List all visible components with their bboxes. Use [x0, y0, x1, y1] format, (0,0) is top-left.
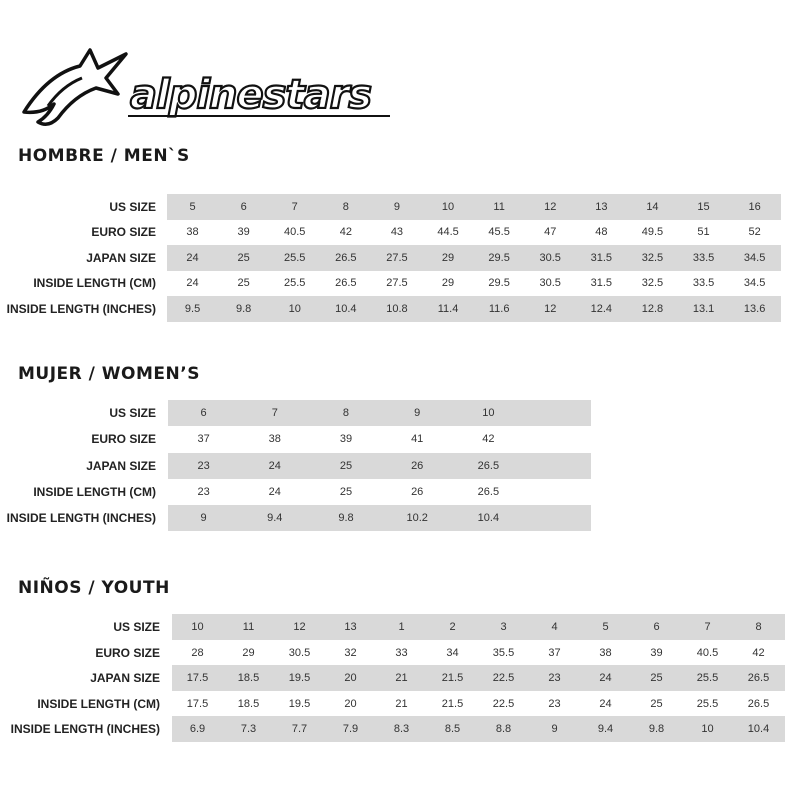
table-row: [0, 691, 785, 717]
table-cell: 10: [701, 723, 714, 735]
row-label: US SIZE: [113, 620, 160, 634]
table-cell: 3: [500, 621, 507, 633]
section-title-youth: NIÑOS / YOUTH: [18, 578, 170, 598]
table-cell: 25.5: [284, 252, 306, 264]
table-cell: 26.5: [747, 672, 770, 684]
row-label: EURO SIZE: [95, 646, 160, 660]
table-cell: 7: [704, 621, 711, 633]
table-cell: 2: [449, 621, 456, 633]
table-cell: 16: [748, 201, 761, 213]
table-cell: 12: [544, 303, 557, 315]
table-row: [0, 245, 781, 271]
table-cell: 9: [200, 512, 207, 524]
table-cell: 33.5: [692, 252, 715, 264]
table-cell: 7: [271, 407, 278, 419]
table-cell: 12.4: [590, 303, 613, 315]
table-cell: 33.5: [692, 277, 715, 289]
logo-wordmark: alpinestars: [130, 72, 372, 118]
table-cell: 13: [595, 201, 608, 213]
table-cell: 30.5: [539, 252, 561, 264]
table-cell: 9: [414, 407, 421, 419]
table-row: [0, 219, 781, 245]
table-cell: 19.5: [288, 672, 311, 684]
table-cell: 32.5: [641, 252, 664, 264]
table-cell: 39: [650, 647, 663, 659]
row-label: JAPAN SIZE: [86, 459, 156, 473]
table-cell: 24: [599, 672, 612, 684]
row-label: INSIDE LENGTH (INCHES): [6, 511, 156, 525]
table-cell: 8: [342, 407, 350, 419]
table-row: [0, 453, 591, 479]
table-cell: 6: [653, 621, 660, 633]
table-cell: 26.5: [335, 277, 357, 289]
table-cell: 8: [755, 621, 762, 633]
table-cell: 10.4: [335, 303, 357, 315]
table-cell: 9.4: [597, 723, 614, 735]
table-cell: 32: [344, 647, 357, 659]
table-cell: 25: [339, 486, 353, 498]
table-cell: 21.5: [441, 672, 464, 684]
table-cell: 41: [411, 433, 424, 445]
table-cell: 45.5: [488, 226, 510, 238]
table-cell: 29.5: [488, 277, 510, 289]
table-cell: 13.1: [692, 303, 715, 315]
table-cell: 39: [237, 226, 250, 238]
table-cell: 12: [544, 201, 557, 213]
table-cell: 29.5: [488, 252, 510, 264]
table-cell: 10.4: [477, 512, 500, 524]
table-cell: 10: [441, 201, 455, 213]
row-label: INSIDE LENGTH (CM): [33, 485, 156, 499]
star-a-icon: [24, 50, 126, 124]
table-cell: 20: [344, 672, 357, 684]
table-cell: 27.5: [386, 252, 408, 264]
table-cell: 8.8: [495, 723, 512, 735]
table-cell: 21.5: [441, 698, 464, 710]
section-title-men: HOMBRE / MEN`S: [18, 146, 190, 166]
table-row: [0, 270, 781, 296]
table-cell: 42: [482, 433, 495, 445]
row-label: EURO SIZE: [91, 432, 156, 446]
table-cell: 28: [191, 647, 204, 659]
table-cell: 37: [548, 647, 561, 659]
table-cell: 11: [493, 201, 505, 213]
table-cell: 27.5: [386, 277, 408, 289]
table-cell: 25: [650, 698, 663, 710]
table-cell: 11.6: [488, 303, 510, 315]
table-cell: 26: [411, 486, 424, 498]
table-cell: 17.5: [186, 672, 209, 684]
row-label: INSIDE LENGTH (CM): [37, 697, 160, 711]
table-cell: 37: [197, 433, 210, 445]
table-cell: 49.5: [641, 226, 664, 238]
table-row: [0, 479, 591, 505]
table-cell: 40.5: [696, 647, 719, 659]
table-cell: 10: [482, 407, 495, 419]
row-label: US SIZE: [109, 200, 156, 214]
table-cell: 24: [599, 698, 612, 710]
table-cell: 7.3: [240, 723, 257, 735]
table-cell: 30.5: [288, 647, 311, 659]
table-cell: 29: [441, 252, 455, 264]
table-cell: 1: [398, 621, 405, 633]
row-label: INSIDE LENGTH (CM): [33, 276, 156, 290]
table-cell: 26.5: [477, 460, 500, 472]
table-cell: 24: [186, 252, 199, 264]
table-cell: 51: [697, 226, 710, 238]
table-cell: 14: [646, 201, 659, 213]
table-cell: 20: [344, 698, 357, 710]
table-cell: 30.5: [539, 277, 561, 289]
table-row: [0, 614, 785, 640]
table-cell: 17.5: [186, 698, 209, 710]
alpinestars-logo: [18, 44, 398, 134]
table-cell: 25: [650, 672, 663, 684]
row-label: INSIDE LENGTH (INCHES): [6, 302, 156, 316]
table-row: [0, 426, 591, 452]
table-cell: 12.8: [641, 303, 664, 315]
table-cell: 8.5: [444, 723, 461, 735]
table-cell: 23: [548, 672, 561, 684]
table-row: [0, 296, 781, 322]
table-cell: 10.8: [386, 303, 408, 315]
table-cell: 9.8: [235, 303, 252, 315]
table-cell: 43: [390, 226, 404, 238]
table-row: [0, 194, 781, 220]
table-row: [0, 505, 591, 531]
section-title-women: MUJER / WOMEN’S: [18, 364, 200, 384]
table-cell: 11.4: [437, 303, 459, 315]
table-row: [0, 640, 785, 666]
table-cell: 10: [191, 621, 204, 633]
table-cell: 25: [237, 277, 250, 289]
table-cell: 25: [237, 252, 250, 264]
table-cell: 25.5: [284, 277, 306, 289]
table-cell: 21: [395, 672, 408, 684]
table-cell: 34.5: [743, 252, 766, 264]
table-cell: 8: [342, 201, 349, 213]
table-cell: 42: [339, 226, 352, 238]
table-cell: 15: [697, 201, 710, 213]
row-label: EURO SIZE: [91, 225, 156, 239]
table-cell: 52: [748, 226, 761, 238]
table-cell: 4: [551, 621, 558, 633]
row-label: JAPAN SIZE: [86, 251, 156, 265]
table-cell: 31.5: [590, 277, 613, 289]
table-cell: 7.7: [291, 723, 308, 735]
table-cell: 25.5: [696, 698, 719, 710]
table-cell: 7.9: [342, 723, 359, 735]
table-cell: 48: [595, 226, 608, 238]
table-cell: 26.5: [335, 252, 357, 264]
table-cell: 38: [186, 226, 199, 238]
table-cell: 13.6: [743, 303, 766, 315]
table-cell: 11: [242, 621, 255, 633]
table-cell: 9: [551, 723, 558, 735]
table-cell: 39: [339, 433, 353, 445]
table-cell: 29: [242, 647, 255, 659]
table-cell: 5: [189, 201, 196, 213]
table-cell: 23: [548, 698, 561, 710]
table-cell: 31.5: [590, 252, 613, 264]
table-cell: 22.5: [492, 672, 515, 684]
table-cell: 24: [268, 460, 281, 472]
table-cell: 23: [197, 460, 210, 472]
table-cell: 23: [197, 486, 210, 498]
table-row: [0, 665, 785, 691]
table-cell: 18.5: [237, 672, 260, 684]
row-label: JAPAN SIZE: [90, 671, 160, 685]
table-cell: 8.3: [393, 723, 410, 735]
table-cell: 9.8: [338, 512, 354, 524]
table-cell: 38: [268, 433, 281, 445]
table-cell: 9.5: [184, 303, 201, 315]
table-row: [0, 716, 785, 742]
table-cell: 42: [752, 647, 765, 659]
table-cell: 25: [339, 460, 353, 472]
table-cell: 34.5: [743, 277, 766, 289]
table-cell: 38: [599, 647, 612, 659]
table-cell: 26: [411, 460, 424, 472]
row-label: US SIZE: [109, 406, 156, 420]
table-cell: 18.5: [237, 698, 260, 710]
table-cell: 33: [395, 647, 408, 659]
table-cell: 47: [544, 226, 557, 238]
table-row: [0, 400, 591, 426]
table-cell: 12: [293, 621, 306, 633]
table-cell: 9.4: [267, 512, 283, 524]
table-cell: 10.4: [747, 723, 770, 735]
table-cell: 44.5: [437, 226, 459, 238]
table-cell: 5: [602, 621, 609, 633]
table-cell: 13: [344, 621, 357, 633]
table-cell: 6.9: [189, 723, 206, 735]
table-cell: 24: [186, 277, 199, 289]
table-cell: 21: [395, 698, 408, 710]
table-cell: 7: [291, 201, 298, 213]
row-label: INSIDE LENGTH (INCHES): [10, 722, 160, 736]
table-cell: 34: [446, 647, 459, 659]
table-cell: 35.5: [492, 647, 515, 659]
table-cell: 29: [441, 277, 455, 289]
table-cell: 9.8: [648, 723, 665, 735]
table-cell: 24: [268, 486, 281, 498]
table-cell: 9: [393, 201, 400, 213]
table-cell: 40.5: [284, 226, 306, 238]
table-cell: 26.5: [747, 698, 770, 710]
table-cell: 25.5: [696, 672, 719, 684]
table-cell: 22.5: [492, 698, 515, 710]
table-cell: 26.5: [477, 486, 500, 498]
table-cell: 32.5: [641, 277, 664, 289]
table-cell: 6: [240, 201, 247, 213]
table-cell: 10: [288, 303, 301, 315]
table-cell: 10.2: [406, 512, 428, 524]
table-cell: 19.5: [288, 698, 311, 710]
table-cell: 6: [200, 407, 207, 419]
